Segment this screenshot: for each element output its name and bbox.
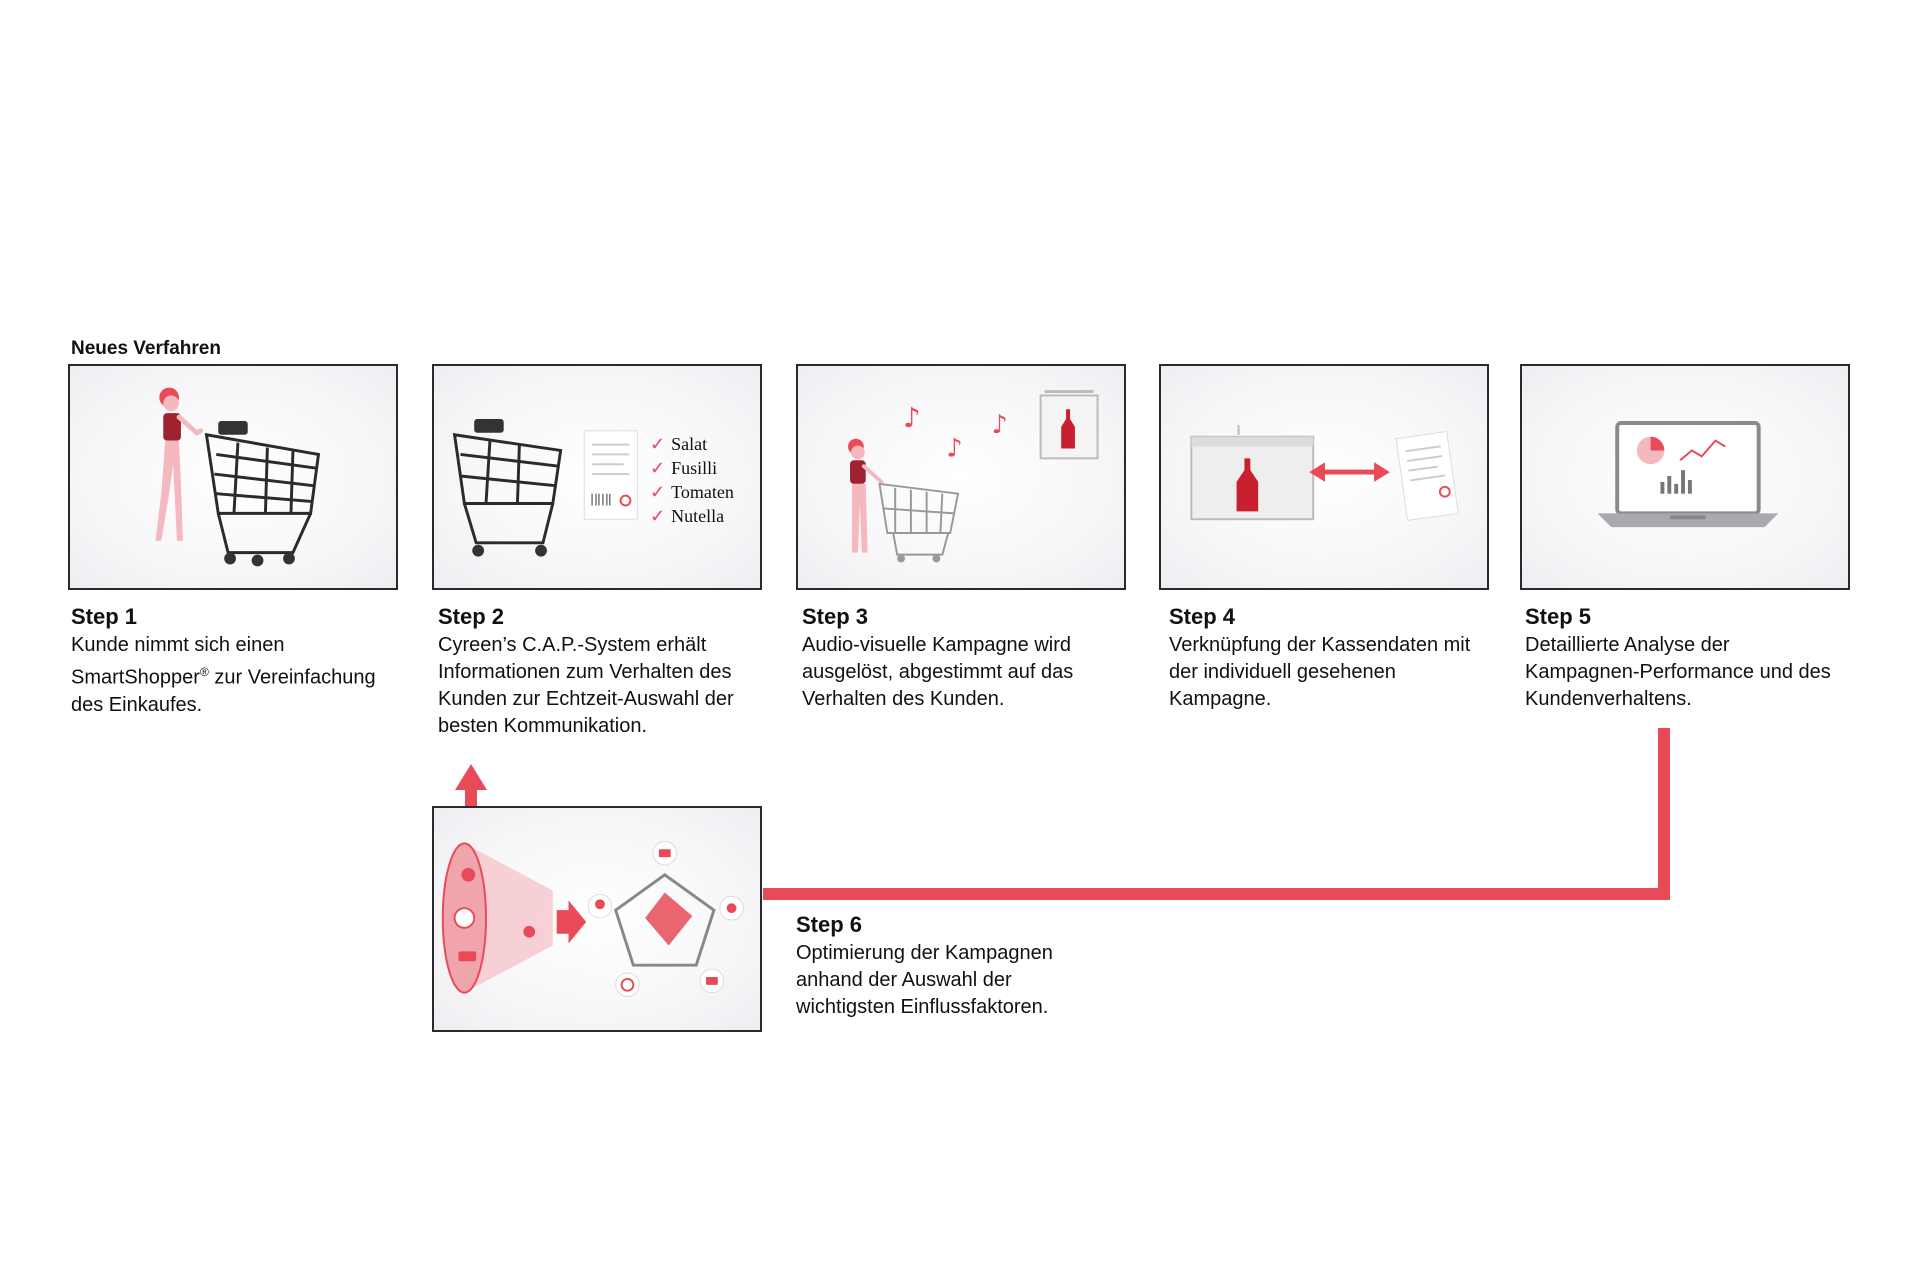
- step-6-panel: [432, 806, 762, 1032]
- checklist-item: ✓ Salat: [650, 434, 708, 454]
- checklist-item: ✓ Tomaten: [650, 482, 734, 502]
- svg-text:♪: ♪: [991, 409, 1008, 440]
- step-1-panel: [68, 364, 398, 590]
- step-2-panel: [432, 364, 762, 590]
- laptop-analytics-icon: [1522, 366, 1848, 588]
- shopper-music-display-icon: [798, 366, 1124, 588]
- check-icon: ✓: [650, 458, 666, 478]
- step-3-title: Step 3: [802, 604, 869, 629]
- step-2-title: Step 2: [438, 604, 505, 629]
- funnel-pentagon-optimization-icon: [434, 808, 760, 1030]
- step-5-desc: Detaillierte Analyse der Kampagnen-Performance und des Kundenverhaltens.: [1525, 634, 1831, 710]
- check-icon: ✓: [650, 482, 666, 502]
- svg-text:♪: ♪: [946, 433, 963, 464]
- step-4-title: Step 4: [1169, 604, 1236, 629]
- step-2-desc: Cyreen’s C.A.P.-System erhält Informationen zum Verhalten des Kunden zur Echtzeit-Auswahl der besten Kommunikation.: [438, 634, 734, 737]
- check-icon: ✓: [650, 434, 666, 454]
- step-6-title: Step 6: [796, 912, 863, 937]
- checklist-item: ✓ Nutella: [650, 506, 725, 526]
- arrow-up-icon: [455, 764, 487, 790]
- flow-line-horizontal: [763, 888, 1670, 900]
- check-icon: ✓: [650, 506, 666, 526]
- checklist-item: ✓ Fusilli: [650, 458, 718, 478]
- svg-text:♪: ♪: [903, 401, 921, 434]
- step-5-title: Step 5: [1525, 604, 1592, 629]
- step-6-desc: Optimierung der Kampagnen anhand der Auswahl der wichtigsten Einflussfaktoren.: [796, 942, 1053, 1018]
- step-4-desc: Verknüpfung der Kassendaten mit der individuell gesehenen Kampagne.: [1169, 634, 1471, 710]
- step-1-title: Step 1: [71, 604, 138, 629]
- step-5-panel: [1520, 364, 1850, 590]
- step-1-desc: Kunde nimmt sich einen SmartShopper® zur Vereinfachung des Einkaufes.: [71, 634, 376, 716]
- display-receipt-link-icon: [1161, 366, 1487, 588]
- step-4-panel: [1159, 364, 1489, 590]
- step-3-panel: [796, 364, 1126, 590]
- shopper-with-cart-icon: [70, 366, 396, 588]
- step-3-desc: Audio-visuelle Kampagne wird ausgelöst, abgestimmt auf das Verhalten des Kunden.: [802, 634, 1074, 710]
- flow-line-down: [1658, 728, 1670, 900]
- shopping-checklist: [650, 432, 734, 528]
- diagram-heading: Neues Verfahren: [71, 338, 221, 359]
